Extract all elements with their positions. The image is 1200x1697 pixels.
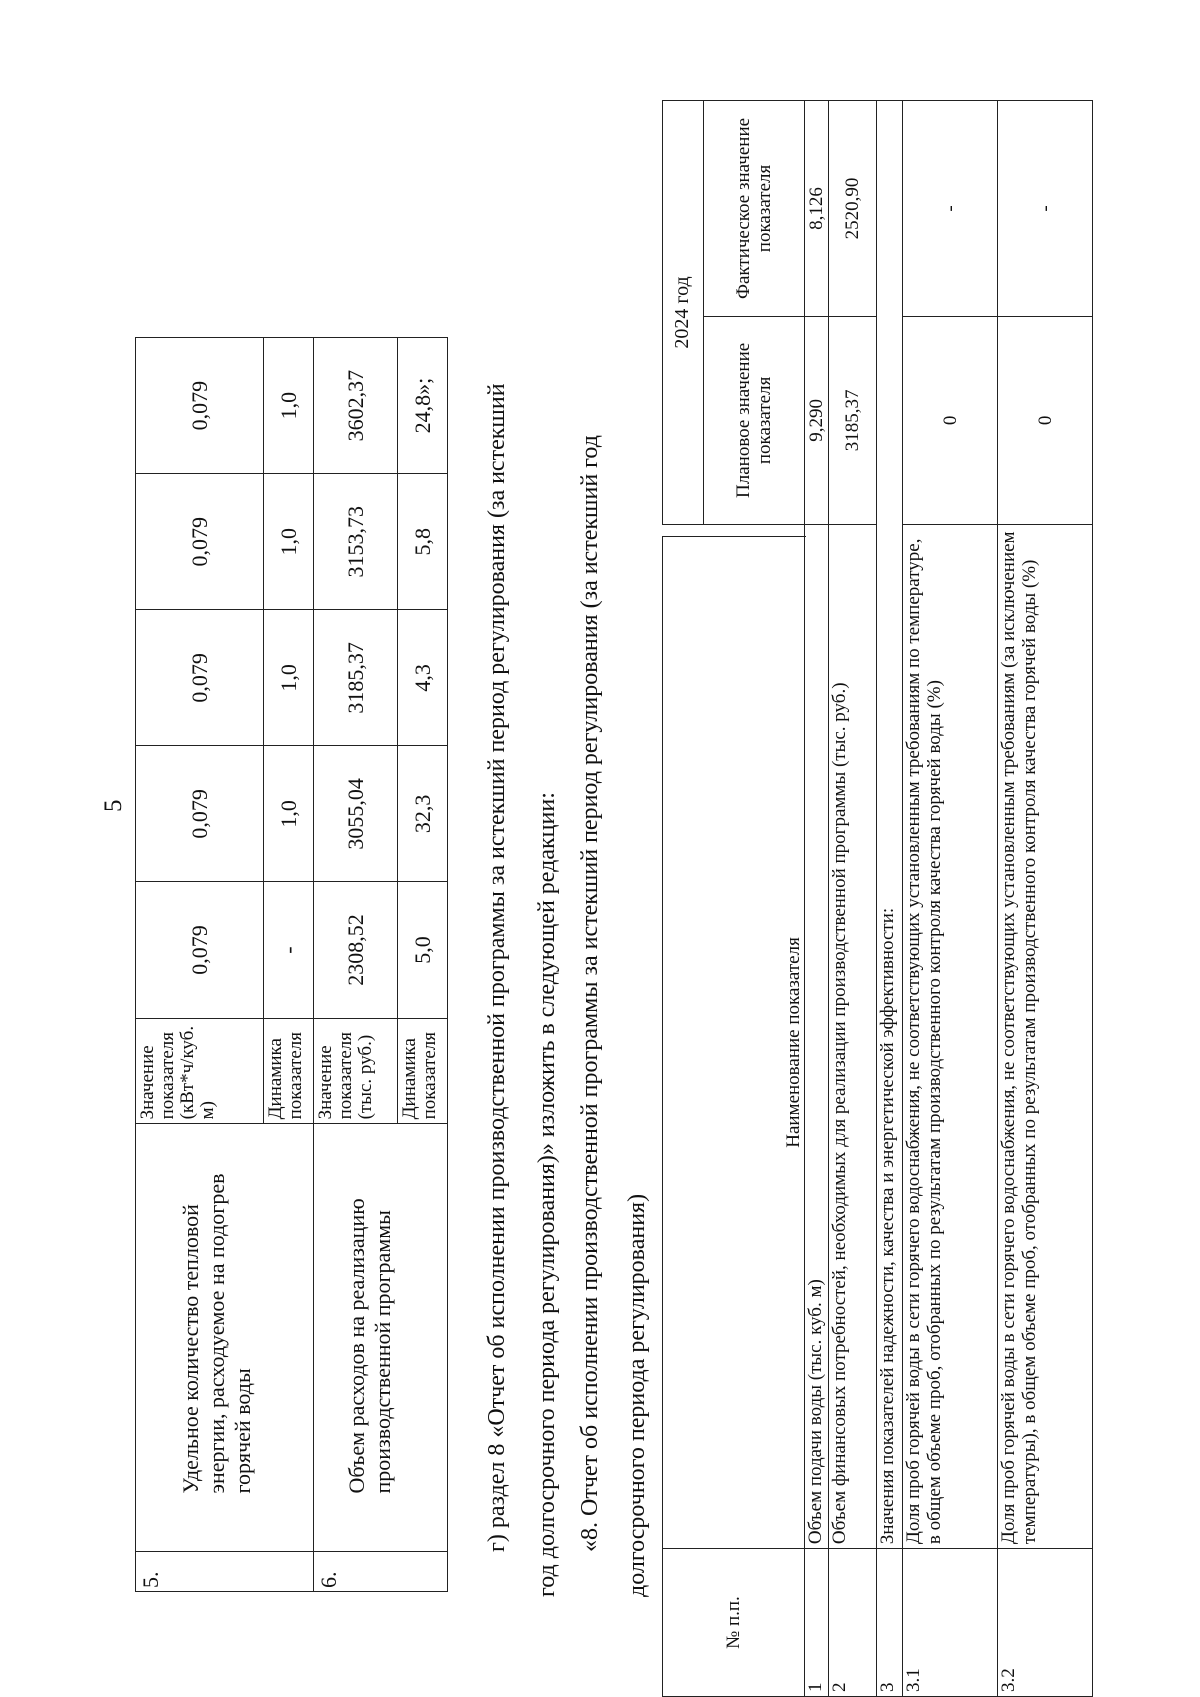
table-row	[829, 101, 877, 1697]
table-cell: 1,0	[264, 474, 314, 610]
indicator-name: Значения показателей надежности, качества и энергетической эффективности:	[877, 101, 903, 1549]
table-cell: 5,8	[398, 474, 448, 610]
row-number: 1	[805, 1549, 829, 1697]
section-heading: «8. Отчет об исполнении производственной программы за истекший период регулирования (за истекший год	[577, 435, 603, 1552]
fact-value: 8,126	[805, 101, 829, 317]
indicator-name: Удельное количество тепловой энергии, расходуемое на подогрев горячей воды	[136, 1124, 314, 1552]
sub-label: Динамика показателя	[398, 1018, 448, 1124]
table-cell: 0,079	[136, 610, 264, 746]
table-cell: 3153,73	[314, 474, 398, 610]
fact-value: 2520,90	[829, 101, 877, 317]
spacer-cell	[663, 524, 805, 536]
table-cell: 0,079	[136, 338, 264, 474]
table-cell: 2308,52	[314, 882, 398, 1018]
amendment-paragraph: г) раздел 8 «Отчет об исполнении производственной программы за истекший период регулирования (за истекший	[484, 383, 510, 1552]
table-row	[998, 101, 1093, 1697]
page-number: 5	[100, 799, 127, 812]
row-number: 3.2	[998, 1549, 1093, 1697]
row-number: 6.	[314, 1552, 448, 1592]
table-cell: 32,3	[398, 746, 448, 882]
table-header-row	[663, 101, 704, 1697]
table-row	[314, 338, 398, 1592]
row-number: 3	[877, 1549, 903, 1697]
plan-value: 3185,37	[829, 316, 877, 524]
table-row	[805, 101, 829, 1697]
fact-value: -	[903, 101, 998, 317]
indicator-name: Объем подачи воды (тыс. куб. м)	[805, 524, 829, 1548]
amendment-paragraph-cont: год долгосрочного периода регулирования)» изложить в следующей редакции:	[534, 792, 560, 1597]
plan-value: 9,290	[805, 316, 829, 524]
sub-label: Динамика показателя	[264, 1018, 314, 1124]
table-cell: 0,079	[136, 474, 264, 610]
header-plan: Плановое значение показателя	[703, 316, 804, 524]
table-cell: 1,0	[264, 746, 314, 882]
indicator-name: Объем расходов на реализацию производственной программы	[314, 1124, 448, 1552]
row-number: 5.	[136, 1552, 314, 1592]
plan-value: 0	[903, 316, 998, 524]
table-cell: 24,8»;	[398, 338, 448, 474]
table-cell: 5,0	[398, 882, 448, 1018]
indicator-name: Доля проб горячей воды в сети горячего водоснабжения, не соответствующих установленным требованиям (за исключением температуры), в общем объеме проб, отобранных по результатам производственного контроля качества горячей воды (%)	[998, 524, 1093, 1548]
header-name: Наименование показателя	[663, 536, 805, 1548]
row-number: 3.1	[903, 1549, 998, 1697]
table-row	[903, 101, 998, 1697]
table-cell: 3055,04	[314, 746, 398, 882]
header-num: № п.п.	[663, 1549, 805, 1697]
indicator-name: Объем финансовых потребностей, необходимых для реализации производственной программы (тыс. руб.)	[829, 524, 877, 1548]
top-table	[135, 337, 448, 1592]
table-cell: 4,3	[398, 610, 448, 746]
table-cell: 1,0	[264, 610, 314, 746]
table-row	[136, 338, 264, 1592]
table-cell: -	[264, 882, 314, 1018]
table-row	[877, 101, 903, 1697]
table-cell: 0,079	[136, 882, 264, 1018]
indicator-name: Доля проб горячей воды в сети горячего водоснабжения, не соответствующих установленным требованиям по температуре, в общем объеме проб, отобранных по результатам производственного контроля качества горячей воды (%)	[903, 524, 998, 1548]
section-heading-cont: долгосрочного периода регулирования)	[624, 1193, 650, 1597]
table-cell: 3602,37	[314, 338, 398, 474]
plan-value: 0	[998, 316, 1093, 524]
report-table	[662, 100, 1093, 1697]
table-cell: 3185,37	[314, 610, 398, 746]
row-number: 2	[829, 1549, 877, 1697]
fact-value: -	[998, 101, 1093, 317]
header-fact: Фактическое значение показателя	[703, 101, 804, 317]
sub-label: Значение показателя (кВт*ч/куб. м)	[136, 1018, 264, 1124]
header-year: 2024 год	[663, 101, 704, 525]
table-cell: 1,0	[264, 338, 314, 474]
table-cell: 0,079	[136, 746, 264, 882]
sub-label: Значение показателя (тыс. руб.)	[314, 1018, 398, 1124]
